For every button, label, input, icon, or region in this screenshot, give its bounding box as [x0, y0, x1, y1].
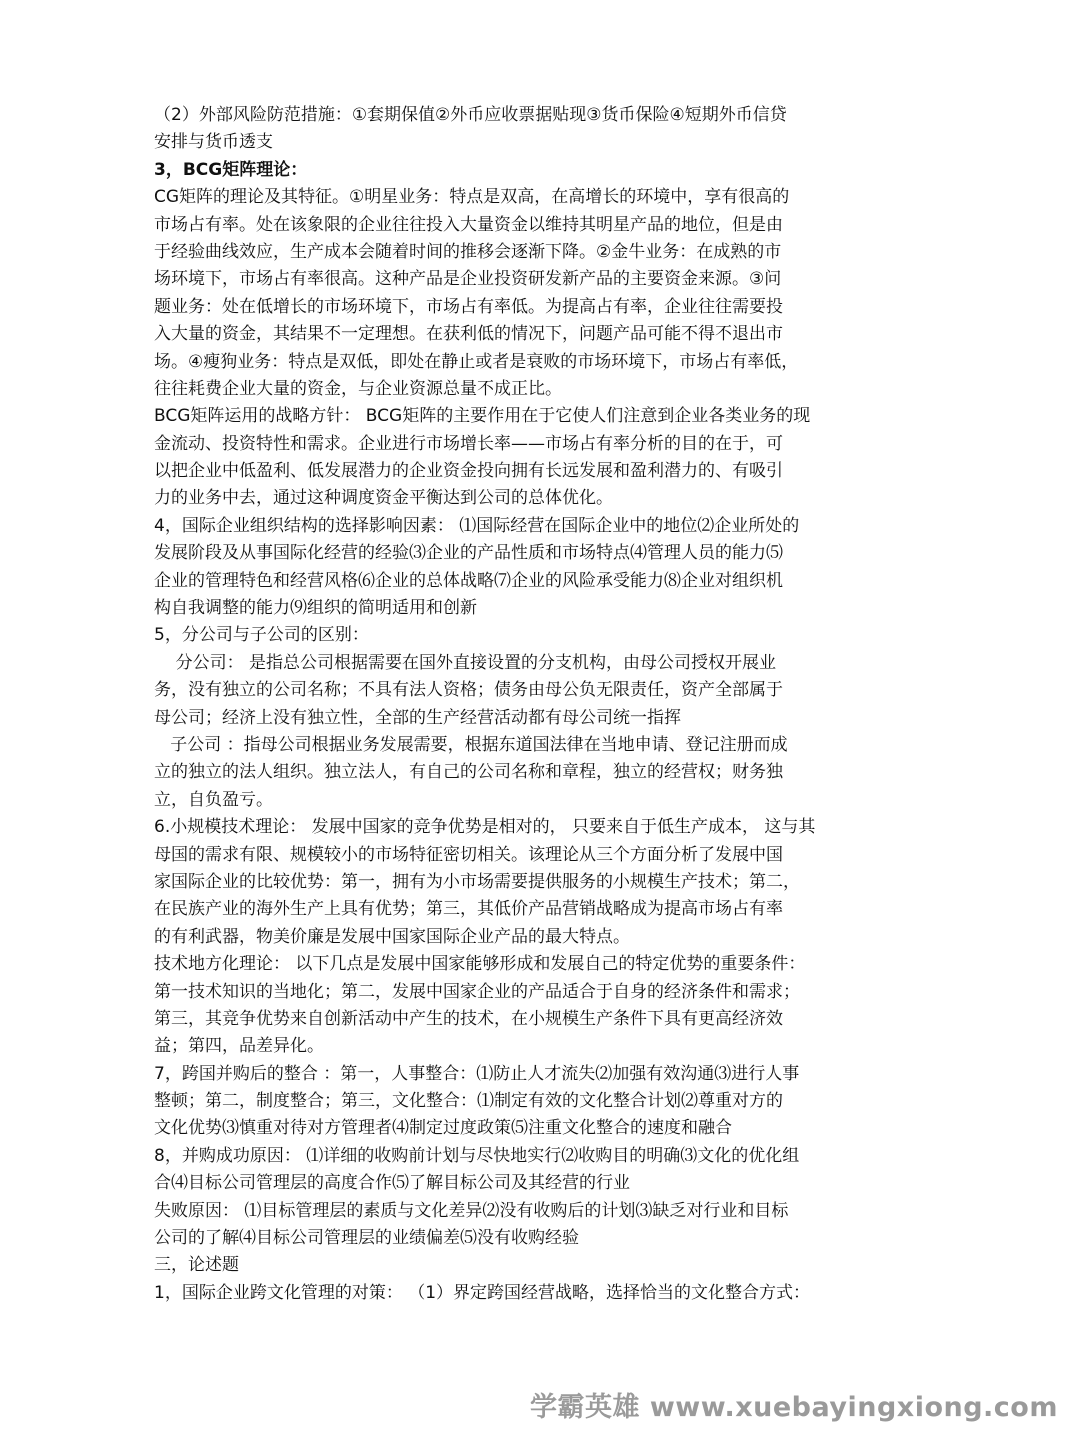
text-line: 的有利武器，物美价廉是发展中国家国际企业产品的最大特点。: [154, 926, 630, 947]
text-line: 金流动、投资特性和需求。企业进行市场增长率——市场占有率分析的目的在于，可: [154, 433, 783, 454]
text-line: 题业务：处在低增长的市场环境下，市场占有率低。为提高占有率，企业往往需要投: [154, 296, 783, 317]
text-line: 场。④瘦狗业务：特点是双低，即处在静止或者是衰败的市场环境下，市场占有率低，: [154, 351, 799, 372]
section-heading: 4，国际企业组织结构的选择影响因素： ⑴国际经营在国际企业中的地位⑵企业所处的: [154, 515, 800, 536]
section-heading: 6.小规模技术理论： 发展中国家的竞争优势是相对的， 只要来自于低生产成本， 这与其: [154, 817, 816, 838]
text-line: 合⑷目标公司管理层的高度合作⑸了解目标公司及其经营的行业: [154, 1173, 630, 1194]
text-line: CG矩阵的理论及其特征。①明星业务：特点是双高，在高增长的环境中，享有很高的: [154, 187, 790, 208]
text-line: 发展阶段及从事国际化经营的经验⑶企业的产品性质和市场特点⑷管理人员的能力⑸: [154, 543, 783, 564]
text-line: 务，没有独立的公司名称；不具有法人资格；债务由母公负无限责任，资产全部属于: [154, 680, 783, 701]
text-line: BCG矩阵运用的战略方针： BCG矩阵的主要作用在于它使人们注意到企业各类业务的现: [154, 406, 811, 427]
text-line: 企业的管理特色和经营风格⑹企业的总体战略⑺企业的风险承受能力⑻企业对组织机: [154, 570, 783, 591]
text-line: 技术地方化理论： 以下几点是发展中国家能够形成和发展自己的特定优势的重要条件：: [154, 954, 806, 975]
text-line: 整顿；第二，制度整合；第三，文化整合：⑴制定有效的文化整合计划⑵尊重对方的: [154, 1091, 783, 1112]
section-heading: 5，分公司与子公司的区别：: [154, 625, 369, 646]
section-heading: 3，BCG矩阵理论：: [154, 159, 308, 180]
text-line: 分公司： 是指总公司根据需要在国外直接设置的分支机构，由母公司授权开展业: [154, 652, 777, 673]
section-heading: 7，跨国并购后的整合 ：第一，人事整合：⑴防止人才流失⑵加强有效沟通⑶进行人事: [154, 1063, 800, 1084]
text-line: 立，自负盈亏。: [154, 789, 273, 810]
text-line: 公司的了解⑷目标公司管理层的业绩偏差⑸没有收购经验: [154, 1228, 579, 1249]
text-line: 失败原因： ⑴目标管理层的素质与文化差异⑵没有收购后的计划⑶缺乏对行业和目标: [154, 1200, 789, 1221]
text-line: 场环境下，市场占有率很高。这种产品是企业投资研发新产品的主要资金来源。③问: [154, 269, 782, 290]
text-line: 以把企业中低盈利、低发展潜力的企业资金投向拥有长远发展和盈利潜力的、有吸引: [154, 461, 783, 482]
text-line: 母国的需求有限、规模较小的市场特征密切相关。该理论从三个方面分析了发展中国: [154, 844, 783, 865]
text-line: 益；第四，品差异化。: [154, 1036, 324, 1057]
section-heading: 1，国际企业跨文化管理的对策： （1）界定跨国经营战略，选择恰当的文化整合方式：: [154, 1282, 811, 1303]
text-line: 家国际企业的比较优势：第一，拥有为小市场需要提供服务的小规模生产技术；第二，: [154, 871, 800, 892]
text-line: 子公司 ：指母公司根据业务发展需要，根据东道国法律在当地申请、登记注册而成: [154, 734, 788, 755]
text-line: 于经验曲线效应，生产成本会随着时间的推移会逐渐下降。②金牛业务：在成熟的市: [154, 241, 782, 262]
text-line: 第一技术知识的当地化；第二，发展中国家企业的产品适合于自身的经济条件和需求；: [154, 981, 800, 1002]
text-line: 立的独立的法人组织。独立法人，有自己的公司名称和章程，独立的经营权；财务独: [154, 762, 783, 783]
document-body: [154, 102, 934, 1307]
text-line: 安排与货币透支: [154, 132, 273, 153]
text-line: 母公司；经济上没有独立性，全部的生产经营活动都有母公司统一指挥: [154, 707, 681, 728]
text-line: 往往耗费企业大量的资金，与企业资源总量不成正比。: [154, 378, 562, 399]
text-line: 市场占有率。处在该象限的企业往往投入大量资金以维持其明星产品的地位，但是由: [154, 214, 783, 235]
watermark: 学霸英雄 www.xuebayingxiong.com: [529, 1392, 1058, 1423]
text-line: 第三，其竞争优势来自创新活动中产生的技术，在小规模生产条件下具有更高经济效: [154, 1008, 783, 1029]
text-line: 文化优势⑶慎重对待对方管理者⑷制定过度政策⑸注重文化整合的速度和融合: [154, 1118, 732, 1139]
section-heading: 8，并购成功原因： ⑴详细的收购前计划与尽快地实行⑵收购目的明确⑶文化的优化组: [154, 1145, 800, 1166]
text-line: 构自我调整的能力⑼组织的简明适用和创新: [154, 598, 477, 619]
text-line: 力的业务中去，通过这种调度资金平衡达到公司的总体优化。: [154, 488, 613, 509]
section-heading: 三，论述题: [154, 1255, 239, 1276]
text-line: （2）外部风险防范措施：①套期保值②外币应收票据贴现③货币保险④短期外币信贷: [154, 105, 787, 125]
text-line: 在民族产业的海外生产上具有优势；第三，其低价产品营销战略成为提高市场占有率: [154, 899, 783, 920]
text-line: 入大量的资金，其结果不一定理想。在获利低的情况下，问题产品可能不得不退出市: [154, 324, 783, 345]
